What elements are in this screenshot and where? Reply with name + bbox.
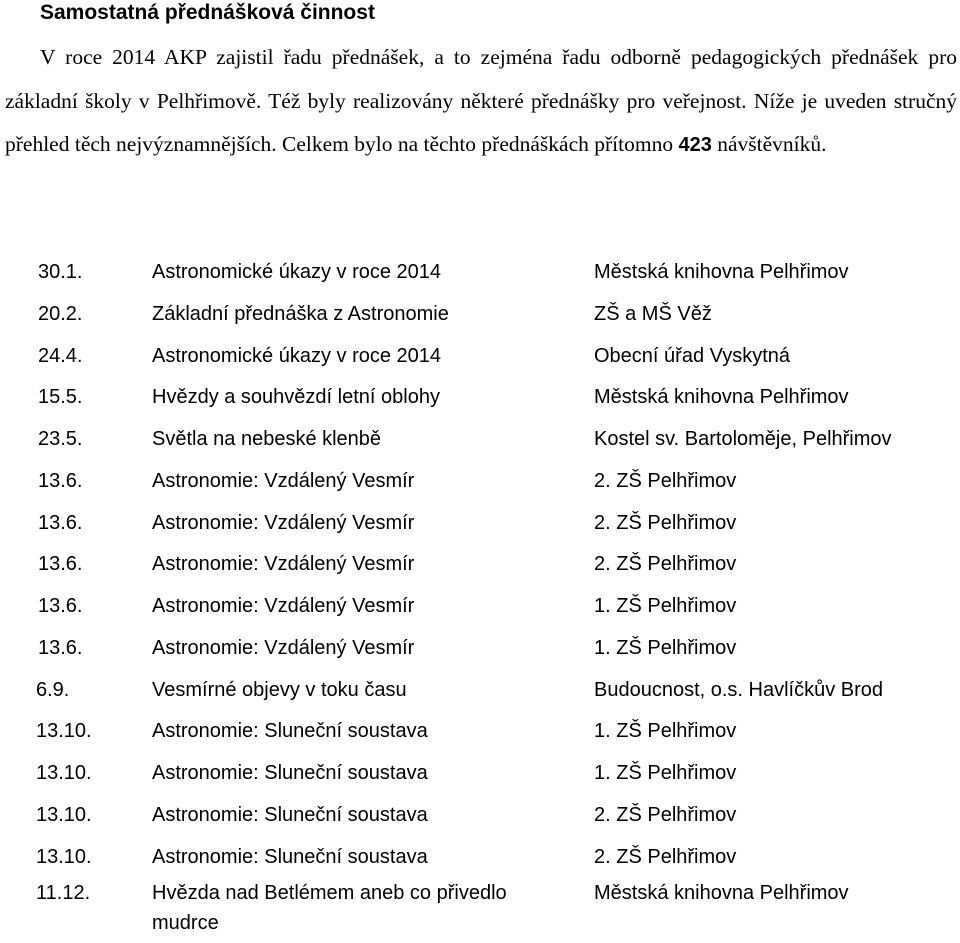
lecture-date: 13.6. (38, 553, 83, 576)
lecture-row (38, 837, 958, 879)
intro-text-before: V roce 2014 AKP zajistil řadu přednášek, a to zejména řadu odborně pedagogických přednášek pro základní školy v Pelhřimově. Též byly realizovány některé přednášky pro veřejnost. Níže je uveden stručný přehled těch nejvýznamnějších. Celkem bylo na těchto přednáškách přítomno (5, 45, 957, 156)
lecture-date: 13.6. (38, 595, 83, 617)
lecture-place: 1. ZŠ Pelhřimov (594, 636, 737, 659)
lecture-title: Astronomie: Sluneční soustava (152, 720, 428, 743)
intro-text-after: návštěvníků. (711, 132, 827, 156)
lecture-row (38, 711, 958, 753)
lecture-date: 13.10. (36, 845, 92, 868)
lecture-title: Astronomie: Sluneční soustava (152, 803, 428, 826)
lecture-place: 2. ZŠ Pelhřimov (594, 845, 737, 868)
lecture-row (38, 377, 958, 419)
lecture-place: Městská knihovna Pelhřimov (594, 261, 849, 283)
lecture-place: Budoucnost, o.s. Havlíčkův Brod (594, 678, 884, 701)
lecture-title: Astronomické úkazy v roce 2014 (152, 344, 442, 367)
lecture-date: 13.6. (38, 469, 83, 492)
lecture-date: 30.1. (38, 261, 83, 283)
lecture-row (38, 878, 958, 943)
lecture-row (38, 795, 958, 837)
lecture-date: 13.10. (36, 803, 92, 826)
lecture-row (38, 252, 958, 294)
lecture-title: Vesmírné objevy v toku času (152, 678, 407, 701)
lecture-place: 2. ZŠ Pelhřimov (594, 803, 737, 826)
lecture-title: Astronomie: Sluneční soustava (152, 762, 428, 784)
lecture-title: Hvězda nad Betlémem aneb co přivedlo mudrce (152, 882, 507, 935)
lecture-row (38, 628, 958, 670)
lecture-place: Městská knihovna Pelhřimov (594, 882, 849, 905)
lecture-place: Městská knihovna Pelhřimov (594, 386, 849, 409)
lecture-place: 1. ZŠ Pelhřimov (594, 762, 737, 784)
lecture-date: 15.5. (38, 386, 83, 409)
lecture-place: 2. ZŠ Pelhřimov (594, 553, 737, 576)
lecture-place: 2. ZŠ Pelhřimov (594, 511, 737, 534)
lecture-place: 2. ZŠ Pelhřimov (594, 469, 737, 492)
lecture-list (38, 252, 958, 943)
lecture-title: Hvězdy a souhvězdí letní oblohy (152, 386, 440, 409)
lecture-title: Astronomické úkazy v roce 2014 (152, 261, 442, 283)
lecture-date: 6.9. (36, 678, 70, 701)
lecture-date: 13.10. (36, 720, 92, 743)
lecture-title: Základní přednáška z Astronomie (152, 302, 449, 325)
lecture-date: 13.6. (38, 636, 83, 659)
lecture-title: Astronomie: Vzdálený Vesmír (152, 553, 415, 576)
lecture-place: 1. ZŠ Pelhřimov (594, 595, 737, 617)
lecture-row (38, 586, 958, 628)
lecture-row (38, 670, 958, 712)
lecture-row (38, 544, 958, 586)
intro-paragraph (5, 36, 957, 168)
lecture-row (38, 461, 958, 503)
lecture-date: 23.5. (38, 428, 83, 450)
lecture-title: Astronomie: Vzdálený Vesmír (152, 469, 415, 492)
lecture-date: 13.10. (36, 762, 92, 784)
lecture-place: ZŠ a MŠ Věž (594, 302, 712, 325)
lecture-title: Astronomie: Vzdálený Vesmír (152, 595, 415, 617)
lecture-row (38, 503, 958, 545)
lecture-title: Světla na nebeské klenbě (152, 428, 382, 450)
lecture-row (38, 753, 958, 795)
lecture-date: 24.4. (38, 344, 83, 367)
lecture-date: 20.2. (38, 302, 83, 325)
section-heading: Samostatná přednášková činnost (40, 1, 375, 24)
lecture-date: 11.12. (36, 882, 91, 905)
lecture-title: Astronomie: Vzdálený Vesmír (152, 511, 415, 534)
visitor-count: 423 (678, 134, 712, 156)
lecture-place: 1. ZŠ Pelhřimov (594, 720, 737, 743)
lecture-place: Obecní úřad Vyskytná (594, 344, 791, 367)
lecture-title: Astronomie: Sluneční soustava (152, 845, 428, 868)
lecture-date: 13.6. (38, 511, 83, 534)
lecture-place: Kostel sv. Bartoloměje, Pelhřimov (594, 428, 892, 450)
lecture-row (38, 336, 958, 378)
lecture-row (38, 419, 958, 461)
lecture-title: Astronomie: Vzdálený Vesmír (152, 636, 415, 659)
lecture-row (38, 294, 958, 336)
